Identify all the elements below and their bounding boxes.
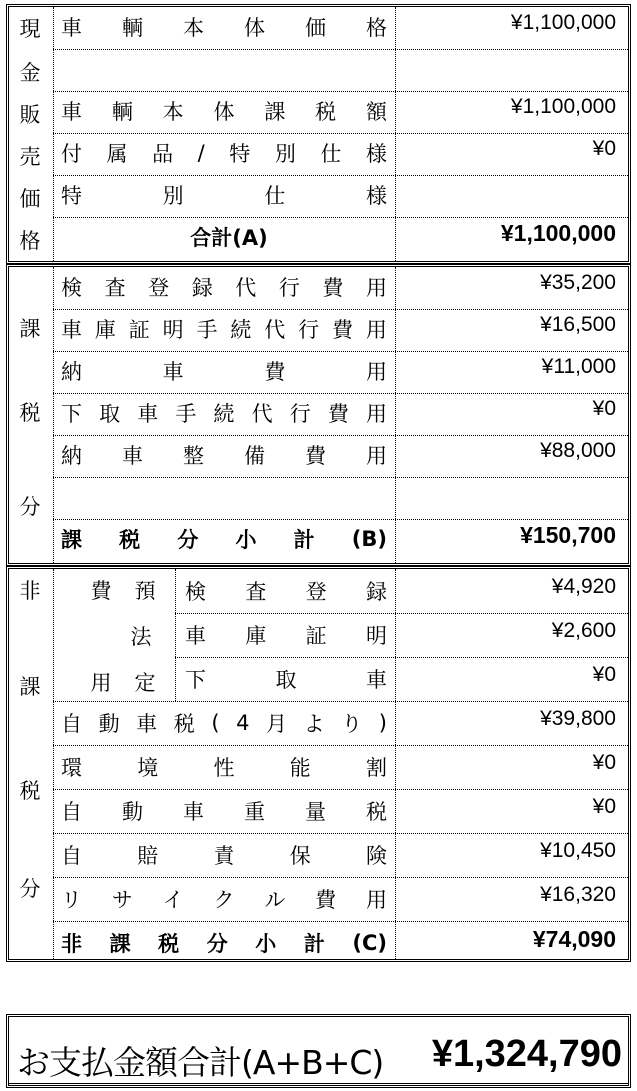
section-char: 販 <box>19 103 41 127</box>
label-char: 保 <box>289 844 311 868</box>
row-label <box>61 51 387 87</box>
label-char: 自 <box>61 712 82 736</box>
row-amount: ¥39,800 <box>540 707 616 730</box>
label-char: 本 <box>162 100 184 124</box>
row-label <box>61 437 387 473</box>
row-amount: ¥10,450 <box>540 839 616 862</box>
row-label <box>61 881 387 917</box>
label-char: / <box>197 141 205 165</box>
label-char: 下 <box>185 668 206 692</box>
deposit-char: 用 <box>90 671 112 695</box>
section-char: 非 <box>19 579 41 603</box>
label-char: 車 <box>61 100 82 124</box>
section-char: 課 <box>19 317 41 341</box>
label-char: 仕 <box>320 142 342 166</box>
section-char: 価 <box>19 187 41 211</box>
label-char: 録 <box>191 276 213 300</box>
label-char: 録 <box>365 580 387 604</box>
label-char: 用 <box>365 360 387 384</box>
label-char: よ <box>303 712 325 736</box>
label-char: ク <box>213 888 235 912</box>
label-char: 自 <box>61 800 82 824</box>
label-char: (C) <box>352 931 387 955</box>
label-char: 費 <box>332 318 353 342</box>
label-char: 税 <box>158 932 180 956</box>
label-char: 行 <box>278 276 300 300</box>
row-amount: ¥0 <box>592 137 616 160</box>
label-char: 税 <box>119 528 141 552</box>
label-char: 格 <box>366 16 387 40</box>
label-char: り <box>341 712 363 736</box>
label-char: 代 <box>235 276 257 300</box>
row-label <box>61 353 387 389</box>
label-char: 税 <box>173 712 195 736</box>
label-char: 額 <box>365 100 387 124</box>
label-char: ル <box>264 888 286 912</box>
label-char: 課 <box>109 932 131 956</box>
section-char: 税 <box>19 401 41 425</box>
payment-total-box <box>6 1014 631 1088</box>
deposit-char: 定 <box>134 671 156 695</box>
deposit-char: 預 <box>134 579 156 603</box>
row-label <box>61 521 387 557</box>
label-char: イ <box>162 888 184 912</box>
label-char: 付 <box>61 142 82 166</box>
row-amount: ¥150,700 <box>520 522 616 548</box>
label-char: 量 <box>305 800 326 824</box>
row-amount: ¥2,600 <box>551 619 616 642</box>
label-char: 納 <box>61 444 82 468</box>
row-amount: ¥1,100,000 <box>500 220 616 246</box>
row-label <box>61 793 387 829</box>
total-label: お支払金額合計(A+B+C) <box>17 1043 384 1082</box>
row-amount <box>386 469 616 507</box>
label-char: 輌 <box>122 16 143 40</box>
label-char: 税 <box>366 800 387 824</box>
label-char: 動 <box>122 800 143 824</box>
label-char: 証 <box>128 318 150 342</box>
label-char: 4 <box>236 711 250 735</box>
row-amount: ¥1,100,000 <box>510 95 616 118</box>
label-char: 税 <box>315 100 337 124</box>
label-char: 特 <box>61 184 82 208</box>
label-char: 備 <box>244 444 265 468</box>
deposit-char: 費 <box>90 579 112 603</box>
label-char: 取 <box>275 668 297 692</box>
row-amount: ¥11,000 <box>541 355 616 378</box>
label-char: 仕 <box>264 184 286 208</box>
label-char: 続 <box>230 318 252 342</box>
label-char: 体 <box>244 16 265 40</box>
row-label <box>61 177 387 213</box>
label-char: 車 <box>136 712 158 736</box>
label-char: 手 <box>196 318 218 342</box>
label-char: 特 <box>229 142 251 166</box>
label-char: 重 <box>244 800 265 824</box>
row-amount: ¥0 <box>592 397 616 420</box>
label-char: 用 <box>365 888 387 912</box>
section-char: 格 <box>19 229 41 253</box>
row-amount: ¥88,000 <box>540 439 616 462</box>
cash-price-section <box>6 4 631 264</box>
row-label <box>61 705 387 741</box>
label-char: 責 <box>213 844 235 868</box>
label-char: 用 <box>365 276 387 300</box>
label-char: 費 <box>322 276 344 300</box>
divider <box>53 7 54 261</box>
label-char: 庫 <box>94 318 116 342</box>
section-char: 分 <box>19 495 41 519</box>
label-char: 代 <box>251 402 273 426</box>
label-char: サ <box>111 888 133 912</box>
label-char: 車 <box>366 668 387 692</box>
row-amount: ¥74,090 <box>532 926 616 952</box>
label-char: 体 <box>213 100 235 124</box>
label-char: 自 <box>61 844 82 868</box>
label-char: 課 <box>264 100 286 124</box>
label-char: 下 <box>61 402 82 426</box>
label-char: 様 <box>365 142 387 166</box>
label-char: 環 <box>61 756 82 780</box>
deposit-char: 法 <box>130 625 152 649</box>
row-amount: ¥35,200 <box>540 271 616 294</box>
label-char: 小 <box>235 528 257 552</box>
row-amount: ¥0 <box>592 663 616 686</box>
label-char: 険 <box>366 844 387 868</box>
label-char: 車 <box>162 360 184 384</box>
label-char: (B) <box>351 527 387 551</box>
label-char: 明 <box>365 624 387 648</box>
label-char: 取 <box>99 402 121 426</box>
label-char: 車 <box>137 402 159 426</box>
label-char: 別 <box>274 142 296 166</box>
label-char: 代 <box>264 318 286 342</box>
label-char: 品 <box>152 142 174 166</box>
label-char: 非 <box>61 932 82 956</box>
label-char: 続 <box>213 402 235 426</box>
row-label <box>61 479 387 515</box>
label-char: 費 <box>315 888 337 912</box>
label-char: 車 <box>61 16 82 40</box>
section-char: 売 <box>19 145 41 169</box>
section-char: 現 <box>19 17 41 41</box>
label-char: 割 <box>366 756 387 780</box>
row-label <box>61 9 387 45</box>
label-char: 車 <box>185 624 206 648</box>
label-char: 車 <box>122 444 143 468</box>
label-char: 登 <box>148 276 170 300</box>
label-char: 庫 <box>245 624 267 648</box>
label-char: 分 <box>206 932 228 956</box>
row-amount: ¥0 <box>592 795 616 818</box>
nontaxable-section <box>6 566 631 962</box>
label-char: 明 <box>162 318 184 342</box>
row-amount <box>386 167 616 205</box>
label-char: 証 <box>305 624 327 648</box>
row-amount: ¥16,320 <box>540 883 616 906</box>
row-label <box>61 93 387 129</box>
label-char: 用 <box>366 402 387 426</box>
label-char: 査 <box>104 276 126 300</box>
row-label <box>129 219 329 255</box>
row-label <box>61 749 387 785</box>
row-label <box>185 661 387 697</box>
label-char: 性 <box>213 756 235 780</box>
label-char: 行 <box>298 318 320 342</box>
divider <box>53 569 54 959</box>
label-char: 計 <box>303 932 325 956</box>
label-char: 能 <box>289 756 311 780</box>
row-label <box>185 573 387 609</box>
label-char: 分 <box>177 528 199 552</box>
label-char: 様 <box>365 184 387 208</box>
label-char: 合計(A) <box>190 226 268 250</box>
label-char: 車 <box>183 800 204 824</box>
label-char: ( <box>211 711 220 735</box>
label-char: 月 <box>266 712 288 736</box>
label-char: 手 <box>175 402 197 426</box>
label-char: 登 <box>305 580 327 604</box>
label-char: リ <box>61 888 82 912</box>
total-value: ¥1,324,790 <box>431 1033 622 1075</box>
row-amount: ¥0 <box>592 751 616 774</box>
total-underline <box>9 1083 628 1084</box>
section-char: 課 <box>19 675 41 699</box>
label-char: 課 <box>61 528 82 552</box>
label-char: 費 <box>327 402 349 426</box>
label-char: 検 <box>61 276 82 300</box>
label-char: 検 <box>185 580 206 604</box>
label-char: 用 <box>366 444 387 468</box>
label-char: 行 <box>289 402 311 426</box>
label-char: 納 <box>61 360 82 384</box>
label-char: 費 <box>264 360 286 384</box>
row-label <box>61 269 387 305</box>
label-char: 動 <box>98 712 120 736</box>
row-amount <box>386 41 616 79</box>
label-char: 計 <box>293 528 315 552</box>
section-char: 分 <box>19 877 41 901</box>
divider <box>175 569 176 701</box>
row-label <box>61 837 387 873</box>
label-char: 境 <box>137 756 159 780</box>
row-label <box>185 617 387 653</box>
row-amount: ¥4,920 <box>551 575 616 598</box>
label-char: 輌 <box>111 100 133 124</box>
label-char: 小 <box>255 932 277 956</box>
label-char: 属 <box>106 142 128 166</box>
label-char: ) <box>378 711 387 735</box>
label-char: 本 <box>183 16 204 40</box>
row-label <box>61 395 387 431</box>
label-char: 別 <box>162 184 184 208</box>
label-char: 価 <box>305 16 326 40</box>
row-amount: ¥16,500 <box>540 313 616 336</box>
row-label <box>61 311 387 347</box>
section-char: 税 <box>19 779 41 803</box>
label-char: 査 <box>245 580 267 604</box>
label-char: 費 <box>305 444 326 468</box>
label-char: 整 <box>183 444 204 468</box>
section-char: 金 <box>19 61 41 85</box>
taxable-section <box>6 264 631 566</box>
row-amount: ¥1,100,000 <box>510 11 616 34</box>
row-label <box>61 925 387 961</box>
label-char: 車 <box>61 318 82 342</box>
label-char: 賠 <box>137 844 159 868</box>
row-label <box>61 135 387 171</box>
label-char: 用 <box>365 318 387 342</box>
